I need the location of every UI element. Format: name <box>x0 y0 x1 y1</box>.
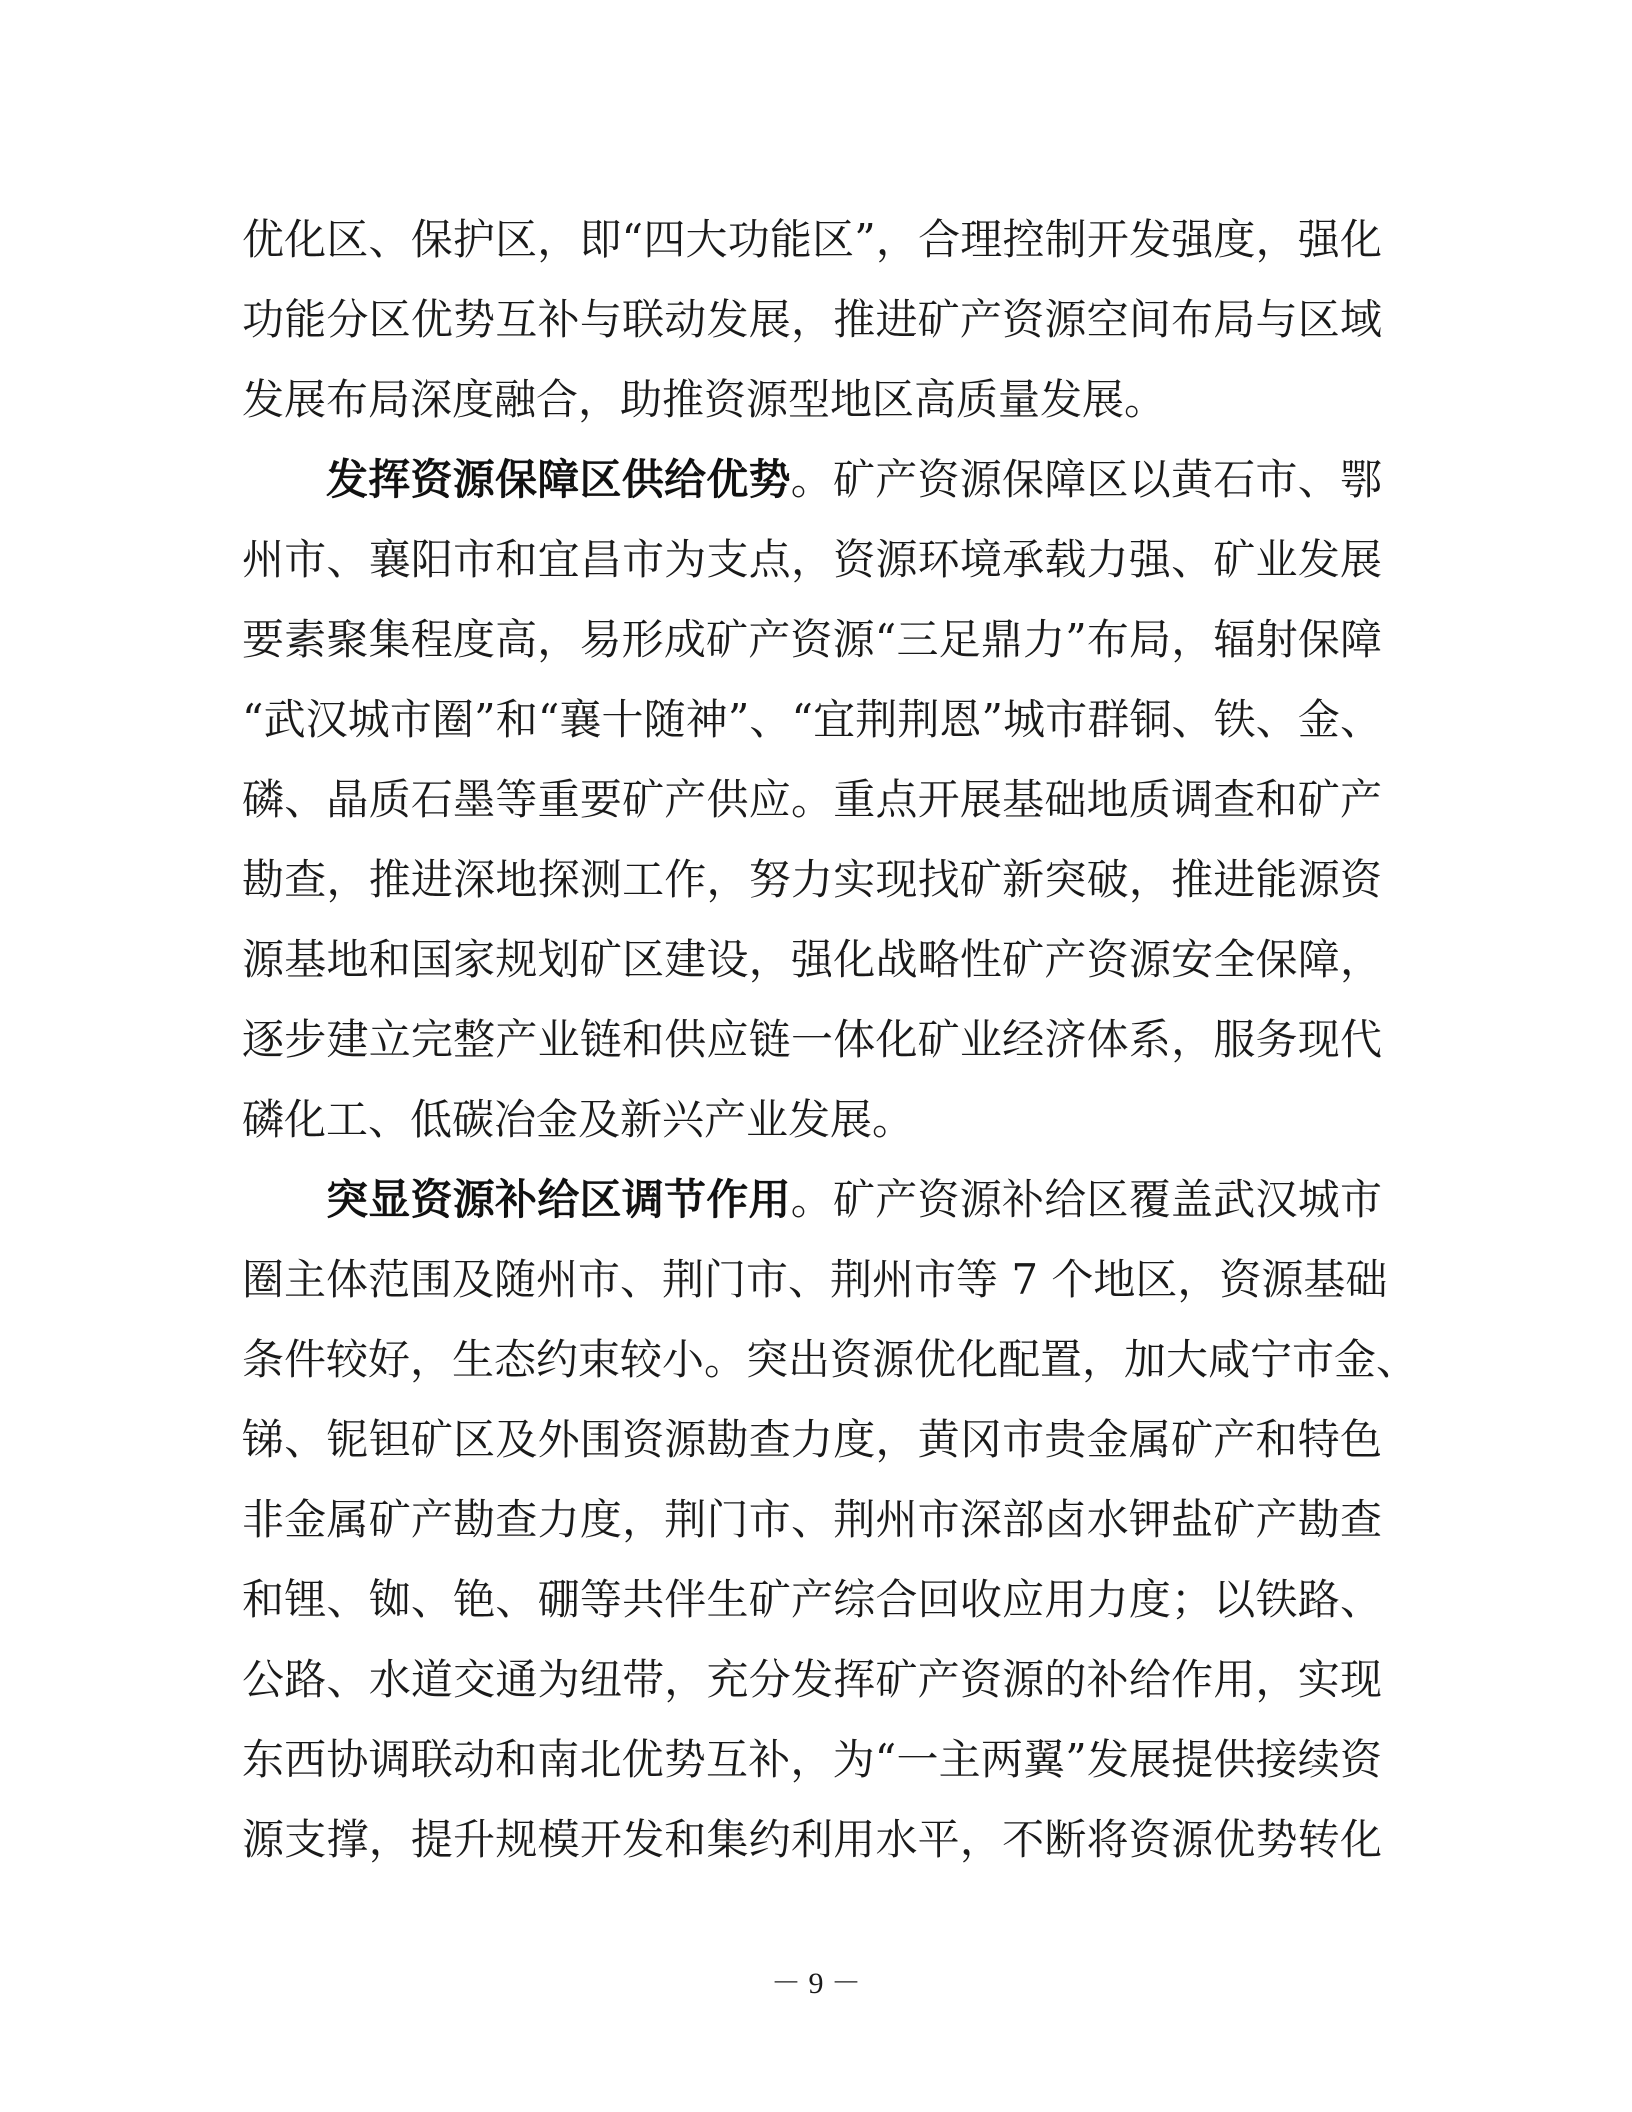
text-line: 条件较好，生态约束较小。突出资源优化配置，加大咸宁市金、 <box>242 1335 1419 1384</box>
text-line: “武汉城市圈”和“襄十随神”、“宜荆荆恩”城市群铜、铁、金、 <box>242 695 1382 744</box>
text-line: 勘查，推进深地探测工作，努力实现找矿新突破，推进能源资 <box>242 855 1382 904</box>
text-line: 发展布局深度融合，助推资源型地区高质量发展。 <box>242 375 1167 424</box>
text-line: 公路、水道交通为纽带，充分发挥矿产资源的补给作用，实现 <box>242 1655 1382 1704</box>
text-line: 非金属矿产勘查力度，荆门市、荆州市深部卤水钾盐矿产勘查 <box>242 1495 1382 1544</box>
text-line: 磷、晶质石墨等重要矿产供应。重点开展基础地质调查和矿产 <box>242 775 1382 824</box>
text-span: 。矿产资源保障区以黄石市、鄂 <box>790 455 1382 504</box>
text-line: 磷化工、低碳冶金及新兴产业发展。 <box>242 1095 915 1144</box>
text-line: 逐步建立完整产业链和供应链一体化矿业经济体系，服务现代 <box>242 1015 1382 1064</box>
text-line: 要素聚集程度高，易形成矿产资源“三足鼎力”布局，辐射保障 <box>242 615 1382 664</box>
text-line: 源支撑，提升规模开发和集约利用水平，不断将资源优势转化 <box>242 1815 1382 1864</box>
page-number: － 9 － <box>771 1967 861 2000</box>
paragraph-first-line <box>242 440 1382 520</box>
text-line: 州市、襄阳市和宜昌市为支点，资源环境承载力强、矿业发展 <box>242 535 1382 584</box>
text-line: 优化区、保护区，即“四大功能区”，合理控制开发强度，强化 <box>242 215 1382 264</box>
paragraph-heading: 发挥资源保障区供给优势 <box>326 455 791 504</box>
text-line: 源基地和国家规划矿区建设，强化战略性矿产资源安全保障， <box>242 935 1382 984</box>
text-span: 。矿产资源补给区覆盖武汉城市 <box>790 1175 1382 1224</box>
text-line: 锑、铌钽矿区及外围资源勘查力度，黄冈市贵金属矿产和特色 <box>242 1415 1382 1464</box>
text-line: 圈主体范围及随州市、荆门市、荆州市等 7 个地区，资源基础 <box>242 1255 1388 1304</box>
text-line: 和锂、铷、铯、硼等共伴生矿产综合回收应用力度；以铁路、 <box>242 1575 1382 1624</box>
body-text <box>242 200 1419 1880</box>
text-line: 功能分区优势互补与联动发展，推进矿产资源空间布局与区域 <box>242 295 1382 344</box>
text-line: 东西协调联动和南北优势互补，为“一主两翼”发展提供接续资 <box>242 1735 1382 1784</box>
paragraph-heading: 突显资源补给区调节作用 <box>326 1175 791 1224</box>
paragraph-first-line <box>242 1160 1382 1240</box>
